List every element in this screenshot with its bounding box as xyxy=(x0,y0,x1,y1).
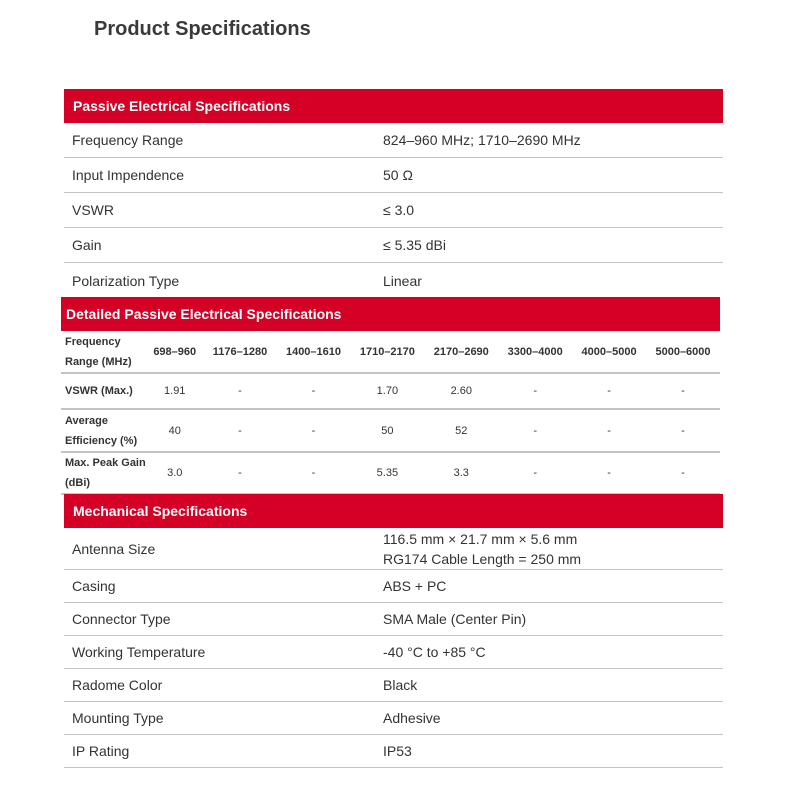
cell: - xyxy=(311,424,316,437)
spec-row xyxy=(64,702,723,735)
spec-key: Input Impendence xyxy=(72,167,185,183)
spec-row xyxy=(64,528,723,570)
column-header: 1710–2170 xyxy=(359,345,415,358)
spec-row xyxy=(64,158,723,193)
cell: - xyxy=(533,467,537,479)
spec-key: Frequency Range xyxy=(72,132,184,148)
spec-key: Radome Color xyxy=(72,677,163,693)
cell: 5.35 xyxy=(376,467,399,479)
cell: - xyxy=(533,385,537,397)
passive-electrical-header: Passive Electrical Specifications xyxy=(64,89,723,123)
cell: - xyxy=(238,385,242,397)
value-line: RG174 Cable Length = 250 mm xyxy=(383,550,582,567)
spec-row xyxy=(64,193,723,228)
column-header: 1176–1280 xyxy=(212,345,268,358)
cell: 2.60 xyxy=(450,385,472,397)
cell: 40 xyxy=(168,424,181,437)
spec-row xyxy=(64,570,723,603)
row-label xyxy=(61,452,146,494)
spec-key: Polarization Type xyxy=(72,272,180,289)
cell: - xyxy=(533,424,537,437)
table-row xyxy=(61,409,720,452)
cell: - xyxy=(607,424,611,437)
cell: 1.91 xyxy=(164,385,186,397)
spec-value: Adhesive xyxy=(383,710,441,726)
spec-value: Linear xyxy=(383,272,422,289)
label-line: Efficiency (%) xyxy=(65,434,138,447)
label-line: Range (MHz) xyxy=(65,355,132,368)
detailed-passive-table xyxy=(61,331,720,495)
column-header: 698–960 xyxy=(153,345,197,358)
label-line: Frequency xyxy=(65,335,121,348)
frequency-range-label xyxy=(61,331,146,373)
spec-value: 824–960 MHz; 1710–2690 MHz xyxy=(383,132,581,148)
cell: - xyxy=(607,467,611,479)
cell: 52 xyxy=(455,424,468,437)
label-line: VSWR (Max.) xyxy=(65,385,133,397)
spec-row xyxy=(64,228,723,263)
value-line: 116.5 mm × 21.7 mm × 5.6 mm xyxy=(383,530,578,547)
table-row xyxy=(61,373,720,409)
passive-electrical-table xyxy=(64,123,723,298)
spec-value: ABS + PC xyxy=(383,578,447,594)
column-header: 3300–4000 xyxy=(507,345,563,358)
mechanical-header: Mechanical Specifications xyxy=(64,494,723,528)
spec-key: VSWR xyxy=(72,202,114,218)
spec-key: Working Temperature xyxy=(72,644,206,660)
cell: - xyxy=(311,467,316,479)
mechanical-table xyxy=(64,528,723,768)
spec-value: ≤ 3.0 xyxy=(383,202,415,218)
column-header: 2170–2690 xyxy=(433,345,489,358)
column-header: 4000–5000 xyxy=(581,345,637,358)
label-line: Average xyxy=(65,414,109,427)
spec-key: Connector Type xyxy=(72,611,171,627)
spec-row xyxy=(64,636,723,669)
cell: - xyxy=(311,385,316,397)
detailed-passive-header: Detailed Passive Electrical Specifications xyxy=(61,297,720,331)
cell: - xyxy=(238,424,242,437)
spec-row xyxy=(64,603,723,636)
cell: 50 xyxy=(381,424,394,437)
spec-key: Casing xyxy=(72,578,116,594)
table-row xyxy=(61,452,720,494)
cell: - xyxy=(238,467,242,479)
cell: - xyxy=(607,385,611,397)
spec-value: -40 °C to +85 °C xyxy=(383,644,486,660)
spec-value: SMA Male (Center Pin) xyxy=(383,611,527,627)
spec-value: Black xyxy=(383,677,418,693)
spec-value: 50 Ω xyxy=(383,167,413,183)
cell: 3.0 xyxy=(167,467,183,479)
cell: 3.3 xyxy=(453,467,469,479)
spec-row xyxy=(64,123,723,158)
row-label xyxy=(61,409,146,452)
cell: - xyxy=(681,385,685,397)
spec-value: IP53 xyxy=(383,743,412,759)
spec-key: Gain xyxy=(72,237,102,253)
spec-value: ≤ 5.35 dBi xyxy=(383,237,446,253)
frequency-header-row xyxy=(61,331,720,373)
column-header: 1400–1610 xyxy=(285,345,342,358)
label-line: (dBi) xyxy=(65,477,91,489)
spec-key: Mounting Type xyxy=(72,710,164,726)
cell: 1.70 xyxy=(376,385,399,397)
cell: - xyxy=(681,467,685,479)
column-header: 5000–6000 xyxy=(655,345,711,358)
spec-value xyxy=(383,529,723,569)
spec-key: IP Rating xyxy=(72,743,130,759)
label-line: Max. Peak Gain xyxy=(65,457,146,469)
cell: - xyxy=(681,424,685,437)
spec-key: Antenna Size xyxy=(72,540,156,557)
page-title: Product Specifications xyxy=(94,18,311,40)
spec-row xyxy=(64,263,723,298)
spec-row xyxy=(64,735,723,768)
spec-row xyxy=(64,669,723,702)
row-label xyxy=(61,373,146,409)
